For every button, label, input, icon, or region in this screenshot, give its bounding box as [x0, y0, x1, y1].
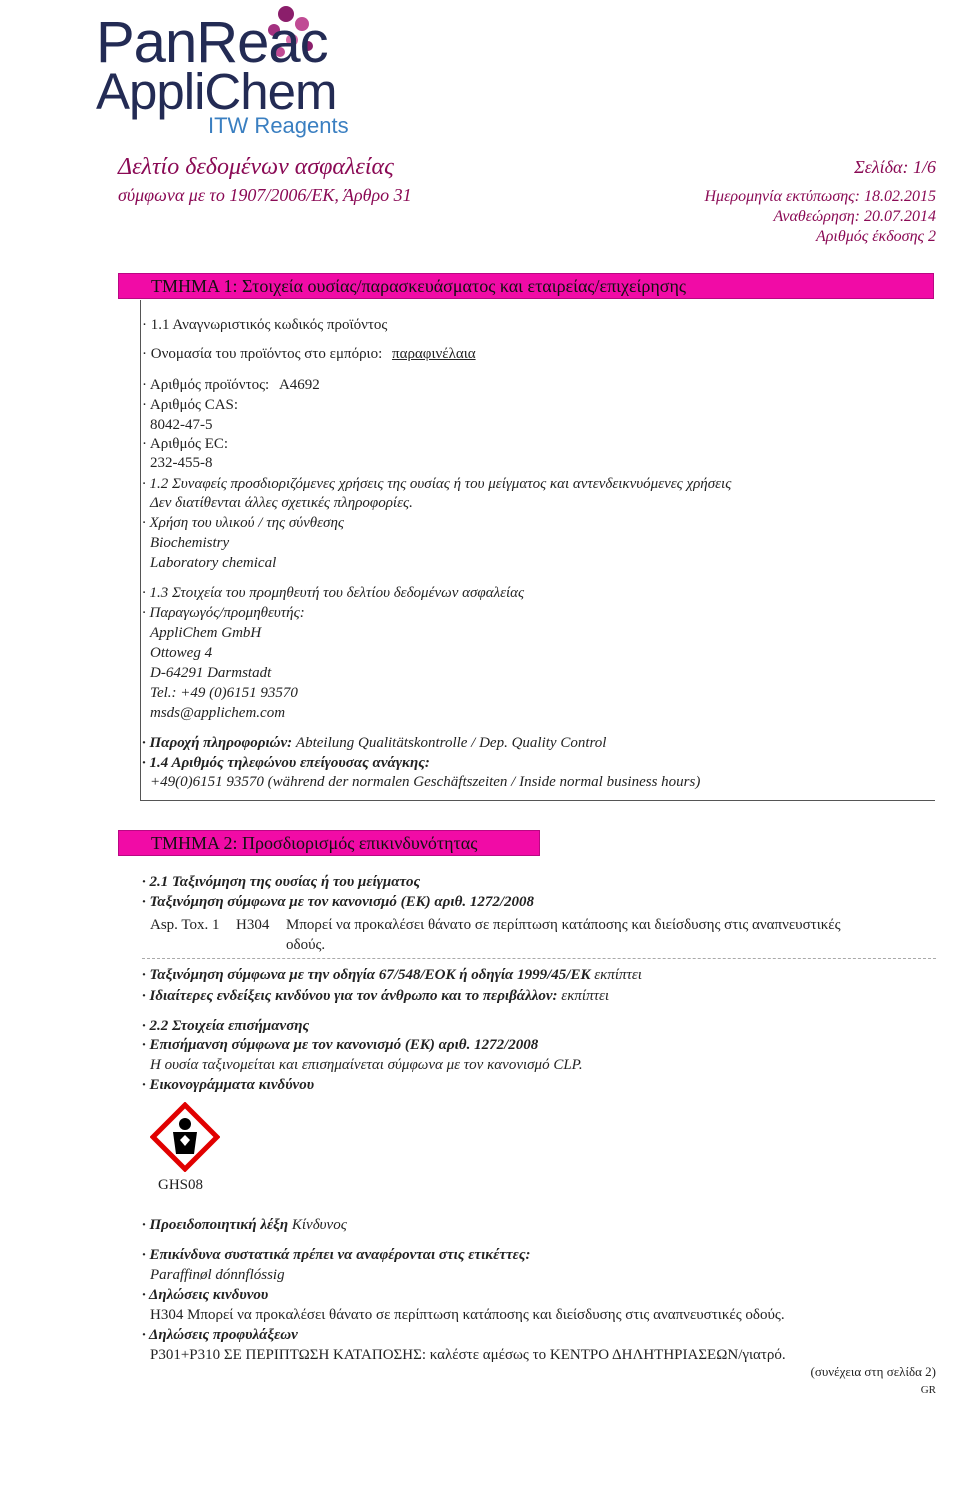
- cas-label: · Αριθμός CAS:: [142, 397, 239, 413]
- document-subtitle: σύμφωνα με το 1907/2006/ΕΚ, Άρθρο 31: [118, 185, 412, 205]
- section-1-2-title: · 1.2 Συναφείς προσδιοριζόμενες χρήσεις της ουσίας ή του μείγματος και αντενδεικνυόμενες χρήσεις: [142, 476, 732, 492]
- emergency-phone: +49(0)6151 93570 (während der normalen Geschäftszeiten / Inside normal business hours): [150, 774, 701, 790]
- trade-name-value: παραφινέλαια: [392, 346, 476, 362]
- dashed-divider: [142, 958, 936, 959]
- product-number-label: · Αριθμός προϊόντος:: [142, 377, 270, 393]
- language-code: GR: [920, 1384, 936, 1396]
- product-number-row: [142, 376, 320, 394]
- use-label: · Χρήση του υλικού / της σύνθεσης: [142, 515, 344, 531]
- h304-text-line-1: Μπορεί να προκαλέσει θάνατο σε περίπτωση κατάποσης και διείσδυσης στις αναπνευστικές: [286, 917, 841, 933]
- info-label: · Παροχή πληροφοριών:: [142, 735, 293, 751]
- ec-value: 232-455-8: [150, 455, 213, 471]
- hazard-statements-label: · Δηλώσεις κινδυνου: [142, 1287, 269, 1303]
- cas-value: 8042-47-5: [150, 417, 213, 433]
- supplier-city: D-64291 Darmstadt: [150, 665, 272, 681]
- signal-word-row: [142, 1216, 347, 1234]
- print-date: Ημερομηνία εκτύπωσης: 18.02.2015: [704, 188, 936, 205]
- product-number-value: A4692: [278, 377, 320, 393]
- asp-tox-code: Asp. Tox. 1: [150, 917, 220, 933]
- supplier-email: msds@applichem.com: [150, 705, 286, 721]
- section-2-header: ΤΜΗΜΑ 2: Προσδιορισμός επικινδυνότητας: [118, 830, 540, 856]
- use-laboratory-chemical: Laboratory chemical: [150, 555, 277, 571]
- logo-panreac-text: PanReac: [96, 10, 328, 75]
- section-1-4-title: · 1.4 Αριθμός τηλεφώνου επείγουσας ανάγκης:: [142, 755, 430, 771]
- revision-date: Αναθεώρηση: 20.07.2014: [773, 208, 936, 225]
- ghs08-health-hazard-icon: [150, 1102, 220, 1172]
- document-title: Δελτίο δεδομένων ασφαλείας: [118, 154, 394, 180]
- directive-row: [142, 966, 642, 984]
- precautionary-statements-value: P301+P310 ΣΕ ΠΕΡΙΠΤΩΣΗ ΚΑΤΑΠΟΣΗΣ: καλέστε αμέσως το ΚΕΝΤΡΟ ΔΗΛΗΤΗΡΙΑΣΕΩΝ/γιατρό.: [150, 1347, 786, 1363]
- section-2-1-title: · 2.1 Ταξινόμηση της ουσίας ή του μείγματος: [142, 874, 421, 890]
- section-1-2-text: Δεν διατίθενται άλλες σχετικές πληροφορίες.: [150, 495, 413, 511]
- components-label: · Επικίνδυνα συστατικά πρέπει να αναφέρονται στις ετικέττες:: [142, 1247, 531, 1263]
- continued-note: (συνέχεια στη σελίδα 2): [810, 1364, 936, 1379]
- h304-text-line-2: οδούς.: [286, 937, 326, 953]
- special-hazards-row: [142, 987, 609, 1005]
- clp-label-text: Η ουσία ταξινομείται και επισημαίνεται σύμφωνα με τον κανονισμό CLP.: [150, 1057, 583, 1073]
- section-1-3-title: · 1.3 Στοιχεία του προμηθευτή του δελτίου δεδομένων ασφαλείας: [142, 585, 525, 601]
- section-2-2-title: · 2.2 Στοιχεία επισήμανσης: [142, 1018, 310, 1034]
- info-row: [142, 734, 606, 752]
- special-hazards-label: · Ιδιαίτερες ενδείξεις κινδύνου για τον άνθρωπο και το περιβάλλον:: [142, 988, 558, 1004]
- precautionary-statements-label: · Δηλώσεις προφυλάξεων: [142, 1327, 298, 1343]
- trade-name-row: [142, 345, 476, 363]
- supplier-name: AppliChem GmbH: [150, 625, 262, 641]
- supplier-street: Ottoweg 4: [150, 645, 213, 661]
- ghs-code: GHS08: [158, 1177, 204, 1193]
- h304-code: H304: [236, 917, 270, 933]
- signal-word-value: Κίνδυνος: [291, 1217, 347, 1233]
- directive-value: εκπίπτει: [594, 967, 642, 983]
- logo-itw-text: ITW Reagents: [208, 113, 349, 138]
- logo-applichem-text: AppliChem: [96, 63, 337, 120]
- signal-word-label: · Προειδοποιητική λέξη: [142, 1217, 289, 1233]
- trade-name-label: · Ονομασία του προϊόντος στο εμπόριο:: [142, 346, 383, 362]
- supplier-phone: Tel.: +49 (0)6151 93570: [150, 685, 298, 701]
- ec-label: · Αριθμός EC:: [142, 436, 229, 452]
- page-number: Σελίδα: 1/6: [854, 157, 936, 177]
- version-number: Αριθμός έκδοσης 2: [815, 228, 936, 245]
- clp-label-title: · Επισήμανση σύμφωνα με τον κανονισμό (ΕΚ) αριθ. 1272/2008: [142, 1037, 539, 1053]
- section-1-1-title: · 1.1 Αναγνωριστικός κωδικός προϊόντος: [142, 317, 388, 333]
- hazard-statements-value: H304 Μπορεί να προκαλέσει θάνατο σε περίπτωση κατάποσης και διείσδυσης στις αναπνευστικές οδούς.: [150, 1307, 785, 1323]
- directive-label: · Ταξινόμηση σύμφωνα με την οδηγία 67/548/ΕΟΚ ή οδηγία 1999/45/ΕΚ: [142, 967, 591, 983]
- clp-classification-label: · Ταξινόμηση σύμφωνα με τον κανονισμό (ΕΚ) αριθ. 1272/2008: [142, 894, 535, 910]
- use-biochemistry: Biochemistry: [150, 535, 230, 551]
- components-value: Paraffinøl dónnflóssig: [150, 1267, 285, 1283]
- info-value: Abteilung Qualitätskontrolle / Dep. Quality Control: [295, 735, 607, 751]
- special-hazards-value: εκπίπτει: [561, 988, 610, 1004]
- pictograms-label: · Εικονογράμματα κινδύνου: [142, 1077, 315, 1093]
- section-1-header: ΤΜΗΜΑ 1: Στοιχεία ουσίας/παρασκευάσματος και εταιρείας/επιχείρησης: [118, 273, 934, 299]
- supplier-label: · Παραγωγός/προμηθευτής:: [142, 605, 305, 621]
